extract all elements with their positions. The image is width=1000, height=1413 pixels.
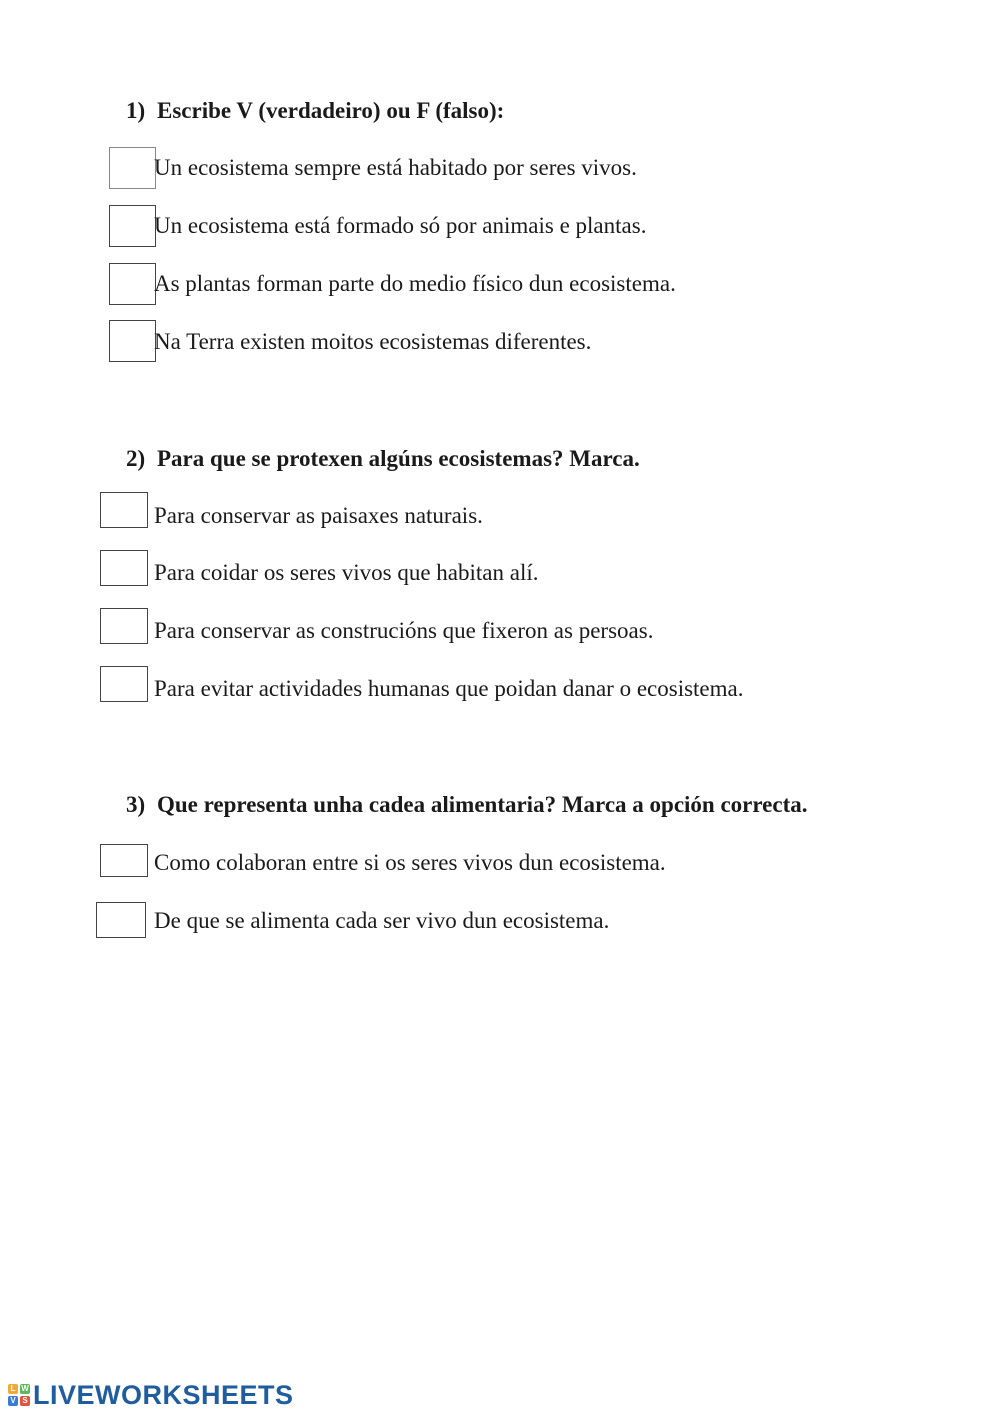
answer-box-3-1[interactable] [100,844,148,877]
question-1-heading [126,97,504,125]
question-2-item-1: Para conservar as paisaxes naturais. [154,503,483,528]
liveworksheets-logo[interactable] [8,1380,294,1410]
question-3-number: 3) [126,792,146,817]
logo-text: LIVEWORKSHEETS [33,1379,294,1410]
question-3-item-1: Como colaboran entre si os seres vivos dun ecosistema. [154,850,666,875]
question-3-heading [126,791,808,819]
question-1-item-4: Na Terra existen moitos ecosistemas diferentes. [154,329,592,354]
question-2-heading [126,445,640,473]
question-2-title: Para que se protexen algúns ecosistemas? Marca. [157,446,640,471]
answer-box-2-3[interactable] [100,608,148,644]
question-2-number: 2) [126,446,146,471]
question-2-item-2: Para coidar os seres vivos que habitan alí. [154,560,539,585]
answer-box-1-4[interactable] [109,320,156,362]
answer-box-1-3[interactable] [109,263,156,305]
question-1-item-2: Un ecosistema está formado só por animais e plantas. [154,213,647,238]
question-1-item-1: Un ecosistema sempre está habitado por seres vivos. [154,155,637,180]
answer-box-3-2[interactable] [96,902,146,938]
question-1-title: Escribe V (verdadeiro) ou F (falso): [157,98,505,123]
answer-box-2-2[interactable] [100,550,148,586]
answer-box-2-4[interactable] [100,666,148,702]
question-2-item-4: Para evitar actividades humanas que poidan danar o ecosistema. [154,676,744,701]
question-2-item-3: Para conservar as construcións que fixeron as persoas. [154,618,654,643]
question-3-item-2: De que se alimenta cada ser vivo dun ecosistema. [154,908,610,933]
logo-mark-cell-2: W [21,1384,29,1393]
answer-box-1-2[interactable] [109,205,156,247]
logo-mark-cell-1: L [8,1384,18,1394]
question-1-number: 1) [126,98,146,123]
answer-box-2-1[interactable] [100,492,148,528]
question-3-title: Que representa unha cadea alimentaria? Marca a opción correcta. [157,792,808,817]
answer-box-1-1[interactable] [109,147,156,189]
question-1-item-3: As plantas forman parte do medio físico dun ecosistema. [154,271,676,296]
logo-mark-cell-4: S [20,1396,30,1406]
liveworksheets-logo-icon [8,1384,30,1406]
logo-mark-cell-3: V [8,1396,18,1406]
